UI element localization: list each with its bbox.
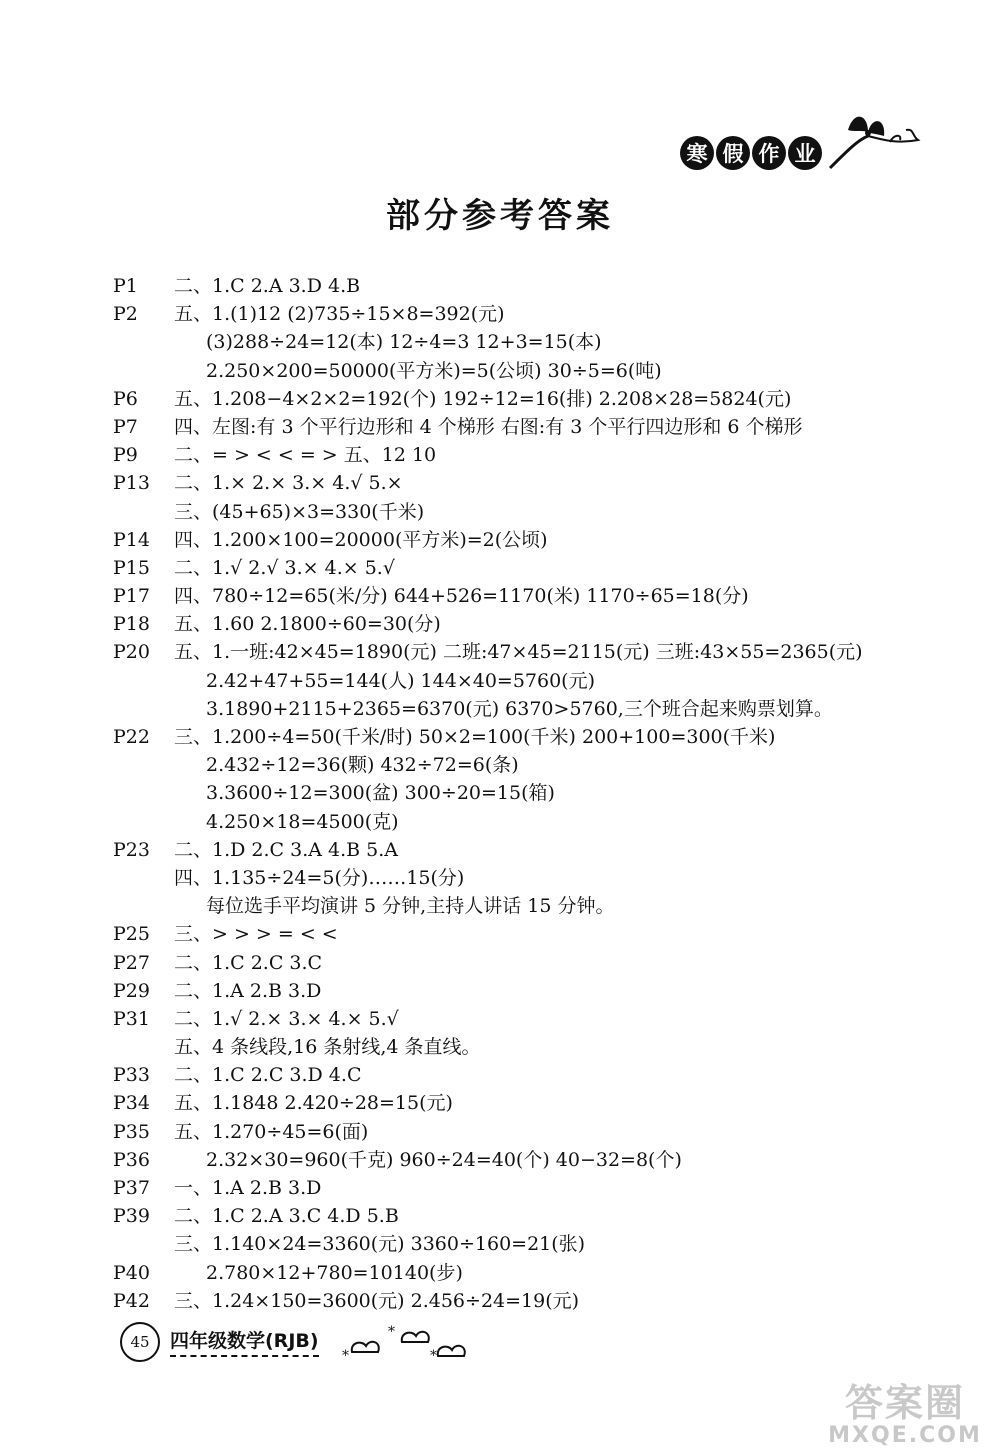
answer-text: 二、1.√ 2.× 3.× 4.× 5.√ <box>174 1007 399 1030</box>
page-ref: P9 <box>113 444 138 467</box>
answer-row <box>0 808 1000 836</box>
badge-char: 假 <box>716 136 750 170</box>
answer-row <box>0 272 1000 300</box>
answer-row <box>0 526 1000 554</box>
page-ref: P23 <box>113 838 150 861</box>
answer-row <box>0 413 1000 441</box>
page-ref: P18 <box>113 613 150 636</box>
badge-chars <box>680 136 822 170</box>
badge-char: 寒 <box>680 136 714 170</box>
answer-text: 五、1.(1)12 (2)735÷15×8=392(元) <box>174 303 505 326</box>
answer-text: 2.780×12+780=10140(步) <box>206 1261 463 1284</box>
answer-text: (3)288÷24=12(本) 12÷4=3 12+3=15(本) <box>206 331 602 354</box>
page-ref: P27 <box>113 951 150 974</box>
answer-text: 二、1.× 2.× 3.× 4.√ 5.× <box>174 472 403 495</box>
answer-text: 三、1.140×24=3360(元) 3360÷160=21(张) <box>174 1233 586 1256</box>
answer-row <box>0 1174 1000 1202</box>
answer-text: 3.1890+2115+2365=6370(元) 6370>5760,三个班合起来购票划算。 <box>206 697 833 720</box>
page-ref: P29 <box>113 979 150 1002</box>
answer-text: 三、> > > = < < <box>174 923 338 946</box>
page-ref: P7 <box>113 415 138 438</box>
answer-text: 二、= > < < = > 五、12 10 <box>174 444 437 467</box>
answer-row <box>0 1033 1000 1061</box>
answer-text: 二、1.A 2.B 3.D <box>174 979 322 1002</box>
page-ref: P35 <box>113 1120 150 1143</box>
answer-row <box>0 751 1000 779</box>
page-ref: P33 <box>113 1064 150 1087</box>
answer-text: 三、1.24×150=3600(元) 2.456÷24=19(元) <box>174 1289 580 1312</box>
answer-row <box>0 638 1000 666</box>
answer-text: 四、左图:有 3 个平行边形和 4 个梯形 右图:有 3 个平行四边形和 6 个梯形 <box>174 415 803 438</box>
answer-row <box>0 357 1000 385</box>
cloud-decor-icon <box>342 1322 472 1362</box>
page-ref: P6 <box>113 387 138 410</box>
svg-text:*: * <box>342 1348 349 1362</box>
answer-row <box>0 554 1000 582</box>
page-ref: P17 <box>113 585 150 608</box>
answer-text: 2.32×30=960(千克) 960÷24=40(个) 40−32=8(个) <box>206 1148 682 1171</box>
page-ref: P40 <box>113 1261 150 1284</box>
answer-text: 五、1.208−4×2×2=192(个) 192÷12=16(排) 2.208×28=5824(元) <box>174 387 792 410</box>
page-ref: P25 <box>113 923 150 946</box>
svg-text:*: * <box>430 1348 437 1362</box>
answer-row <box>0 1118 1000 1146</box>
answer-row <box>0 1005 1000 1033</box>
answer-row <box>0 441 1000 469</box>
answer-text: 二、1.C 2.A 3.C 4.D 5.B <box>174 1205 399 1228</box>
page-ref: P42 <box>113 1289 150 1312</box>
answer-row <box>0 836 1000 864</box>
answer-row <box>0 977 1000 1005</box>
answer-row <box>0 498 1000 526</box>
answer-text: 五、4 条线段,16 条射线,4 条直线。 <box>174 1036 481 1059</box>
page-ref: P14 <box>113 528 150 551</box>
footer <box>110 1320 530 1368</box>
butterfly-vine-icon <box>828 100 923 170</box>
answer-row <box>0 300 1000 328</box>
book-label: 四年级数学(RJB) <box>170 1326 319 1357</box>
answer-row <box>0 1287 1000 1315</box>
answer-text: 四、1.200×100=20000(平方米)=2(公顷) <box>174 528 548 551</box>
answer-text: 二、1.C 2.C 3.C <box>174 951 323 974</box>
answer-text: 三、1.200÷4=50(千米/时) 50×2=100(千米) 200+100=300(千米) <box>174 726 776 748</box>
answer-row <box>0 695 1000 723</box>
answer-row <box>0 920 1000 948</box>
page-ref: P2 <box>113 303 138 326</box>
watermark <box>820 1382 990 1452</box>
page-ref: P1 <box>113 275 138 297</box>
page-ref: P36 <box>113 1148 150 1171</box>
header-badge <box>648 100 923 170</box>
answer-row <box>0 610 1000 638</box>
answer-text: 二、1.√ 2.√ 3.× 4.× 5.√ <box>174 556 395 579</box>
watermark-text: 答案圈 <box>844 1381 965 1425</box>
badge-char: 作 <box>752 136 786 170</box>
page-ref: P34 <box>113 1092 150 1115</box>
badge-char: 业 <box>788 136 822 170</box>
page-ref: P31 <box>113 1007 150 1030</box>
answer-text: 五、1.一班:42×45=1890(元) 二班:47×45=2115(元) 三班:43×55=2365(元) <box>174 641 863 664</box>
page-ref: P37 <box>113 1177 150 1199</box>
answer-text: 四、780÷12=65(米/分) 644+526=1170(米) 1170÷65=18(分) <box>174 585 749 608</box>
answer-row <box>0 582 1000 610</box>
answer-row <box>0 892 1000 920</box>
answer-row <box>0 1259 1000 1287</box>
answer-row <box>0 864 1000 892</box>
page-ref: P15 <box>113 556 150 579</box>
answer-text: 3.3600÷12=300(盆) 300÷20=15(箱) <box>206 782 555 805</box>
answer-list <box>0 272 1000 1315</box>
page-ref: P39 <box>113 1205 150 1228</box>
answer-row <box>0 385 1000 413</box>
page-ref: P13 <box>113 472 150 495</box>
answer-text: 2.432÷12=36(颗) 432÷72=6(条) <box>206 754 519 777</box>
answer-text: 二、1.D 2.C 3.A 4.B 5.A <box>174 838 398 861</box>
answer-text: 2.250×200=50000(平方米)=5(公顷) 30÷5=6(吨) <box>206 359 662 382</box>
page-ref: P20 <box>113 641 150 664</box>
answer-text: 二、1.C 2.A 3.D 4.B <box>174 275 361 297</box>
watermark-url: MXQE.COM <box>828 1423 982 1448</box>
answer-text: 三、(45+65)×3=330(千米) <box>174 500 425 523</box>
answer-row <box>0 1061 1000 1089</box>
answer-row <box>0 723 1000 751</box>
answer-row <box>0 1202 1000 1230</box>
answer-text: 一、1.A 2.B 3.D <box>174 1177 322 1199</box>
answer-row <box>0 667 1000 695</box>
answer-text: 五、1.60 2.1800÷60=30(分) <box>174 613 441 636</box>
answer-row <box>0 328 1000 356</box>
page-title: 部分参考答案 <box>386 196 614 236</box>
answer-text: 二、1.C 2.C 3.D 4.C <box>174 1064 362 1087</box>
answer-row <box>0 1230 1000 1258</box>
answer-text: 4.250×18=4500(克) <box>206 810 399 833</box>
svg-text:*: * <box>388 1324 395 1340</box>
answer-row <box>0 1089 1000 1117</box>
answer-text: 五、1.1848 2.420÷28=15(元) <box>174 1092 453 1115</box>
answer-row <box>0 779 1000 807</box>
answer-row <box>0 469 1000 497</box>
page-number: 45 <box>120 1322 160 1362</box>
answer-text: 四、1.135÷24=5(分)……15(分) <box>174 866 465 889</box>
answer-text: 五、1.270÷45=6(面) <box>174 1120 369 1143</box>
answer-text: 2.42+47+55=144(人) 144×40=5760(元) <box>206 669 596 692</box>
answer-text: 每位选手平均演讲 5 分钟,主持人讲话 15 分钟。 <box>206 895 615 918</box>
answer-row <box>0 1146 1000 1174</box>
page-ref: P22 <box>113 726 150 748</box>
answer-row <box>0 949 1000 977</box>
